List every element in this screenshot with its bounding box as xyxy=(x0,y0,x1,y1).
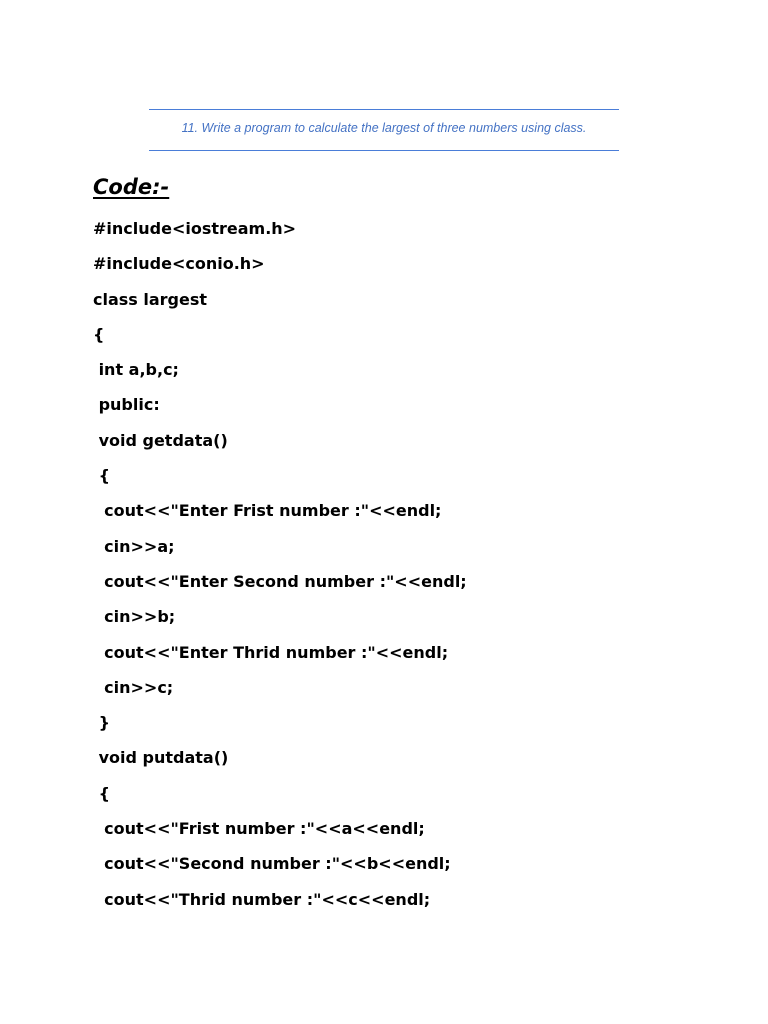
code-line: cout<<"Enter Second number :"<<endl; xyxy=(93,571,467,591)
code-heading: Code:- xyxy=(93,175,170,199)
code-line: #include<conio.h> xyxy=(93,254,265,274)
code-line: cout<<"Thrid number :"<<c<<endl; xyxy=(93,889,431,909)
question-bottom-rule xyxy=(149,150,619,151)
code-line: cout<<"Frist number :"<<a<<endl; xyxy=(93,819,425,839)
code-line: public: xyxy=(93,395,160,415)
question-top-rule xyxy=(149,109,619,110)
code-line: class largest xyxy=(93,289,208,309)
code-line: cin>>b; xyxy=(93,607,176,627)
code-line: cout<<"Enter Thrid number :"<<endl; xyxy=(93,642,449,662)
code-line: cout<<"Second number :"<<b<<endl; xyxy=(93,854,451,874)
code-line: cin>>a; xyxy=(93,536,175,556)
code-line: { xyxy=(93,466,110,486)
code-line: { xyxy=(93,783,110,803)
code-line: #include<iostream.h> xyxy=(93,219,297,238)
code-line: int a,b,c; xyxy=(93,360,179,380)
code-block xyxy=(93,214,467,920)
question-text: 11. Write a program to calculate the largest of three numbers using class. xyxy=(181,121,587,135)
code-line: void putdata() xyxy=(93,748,229,768)
code-line: { xyxy=(93,324,105,344)
code-line: cin>>c; xyxy=(93,677,174,697)
code-line: } xyxy=(93,713,110,733)
code-line: cout<<"Enter Frist number :"<<endl; xyxy=(93,501,442,521)
code-line: void getdata() xyxy=(93,430,228,450)
